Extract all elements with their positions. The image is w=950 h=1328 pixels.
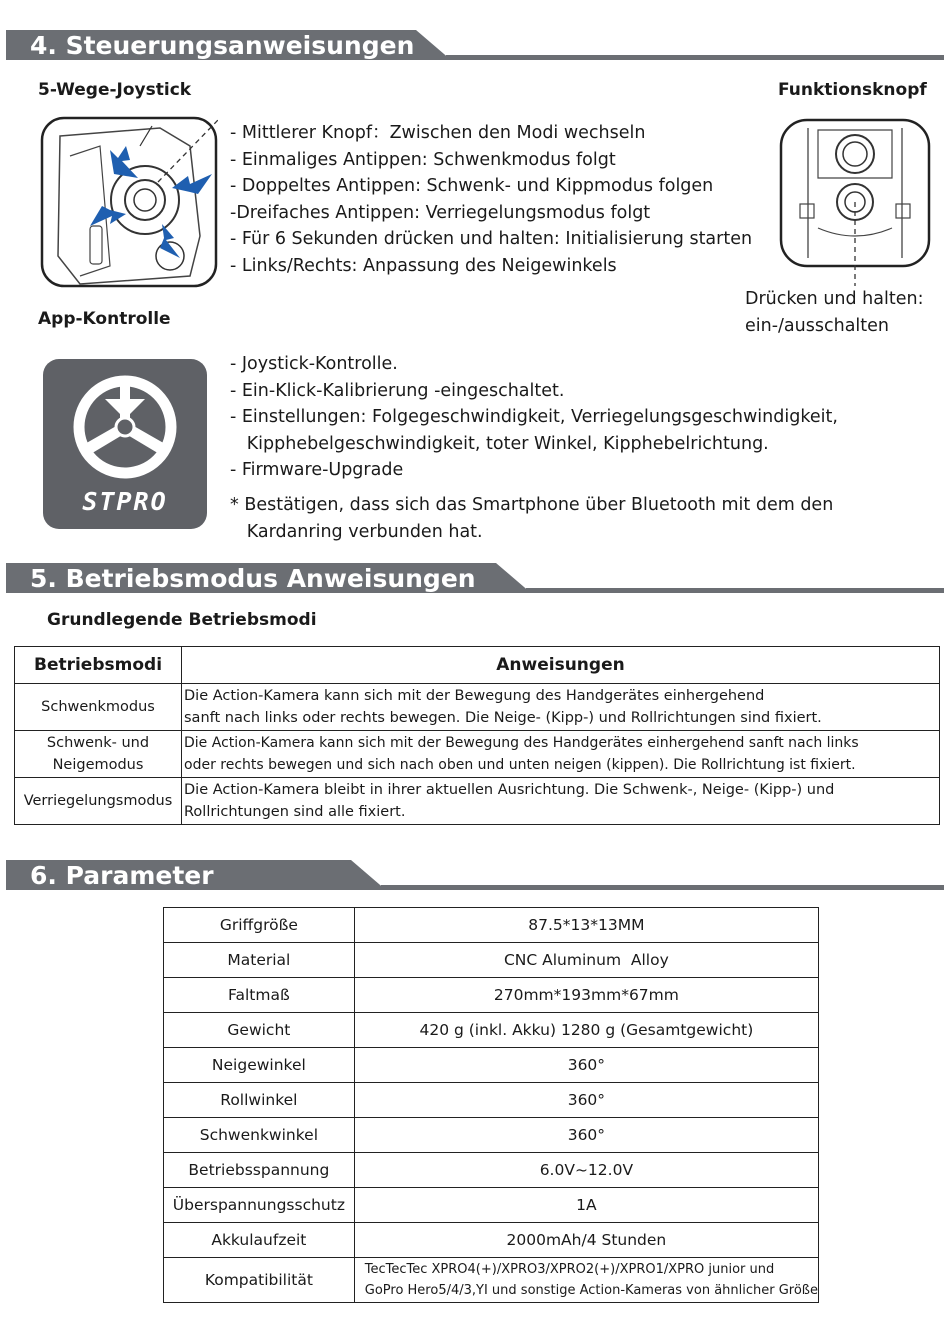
param-key: Kompatibilität (164, 1258, 355, 1303)
description-cell (182, 778, 940, 825)
joystick-line: - Mittlerer Knopf：Zwischen den Modi wechseln (230, 123, 646, 143)
table-row (164, 1188, 819, 1223)
app-line: - Firmware-Upgrade (230, 460, 404, 481)
param-key: Gewicht (164, 1013, 355, 1048)
param-value: 270mm*193mm*67mm (354, 978, 818, 1013)
app-line: - Joystick-Kontrolle. (230, 354, 398, 374)
joystick-line: - Einmaliges Antippen: Schwenkmodus folgt (230, 149, 616, 170)
column-header-mode: Betriebsmodi (15, 647, 182, 684)
compat-line: GoPro Hero5/4/3,YI und sonstige Action-Kameras von ähnlicher Größe (364, 1283, 818, 1298)
param-key: Akkulaufzeit (164, 1223, 355, 1258)
param-value: 2000mAh/4 Stunden (354, 1223, 818, 1258)
section-header-params (6, 860, 944, 890)
modes-subheading: Grundlegende Betriebsmodi (47, 610, 317, 630)
description-line: Die Action-Kamera kann sich mit der Bewegung des Handgerätes einhergehend (184, 688, 765, 704)
param-value: CNC Aluminum Alloy (354, 943, 818, 978)
param-key: Schwenkwinkel (164, 1118, 355, 1153)
table-row (15, 778, 940, 825)
mode-cell (15, 778, 182, 825)
table-row (164, 1118, 819, 1153)
description-line: Die Action-Kamera bleibt in ihrer aktuellen Ausrichtung. Die Schwenk-, Neige- (Kipp-) und (184, 782, 835, 798)
mode-name: Schwenkmodus (41, 699, 155, 715)
table-row (15, 684, 940, 731)
joystick-instructions (230, 120, 752, 280)
param-key: Betriebsspannung (164, 1153, 355, 1188)
param-key: Überspannungsschutz (164, 1188, 355, 1223)
table-row (15, 731, 940, 778)
app-heading: App-Kontrolle (38, 309, 171, 329)
modes-table (14, 646, 940, 825)
param-value: 420 g (inkl. Akku) 1280 g (Gesamtgewicht) (354, 1013, 818, 1048)
param-value: 360° (354, 1048, 818, 1083)
param-key: Rollwinkel (164, 1083, 355, 1118)
mode-name: Verriegelungsmodus (23, 793, 173, 809)
app-logo (43, 359, 207, 529)
mode-cell (15, 731, 182, 778)
param-value: 1A (354, 1188, 818, 1223)
app-instructions (230, 351, 838, 484)
caption-line: Drücken und halten: (745, 289, 924, 309)
section-header-control (6, 30, 944, 60)
param-value: 360° (354, 1118, 818, 1153)
table-row (164, 1083, 819, 1118)
joystick-illustration (40, 116, 218, 288)
joystick-line: - Für 6 Sekunden drücken und halten: Initialisierung starten (230, 229, 753, 250)
section-title: 5. Betriebsmodus Anweisungen (30, 564, 476, 593)
description-line: Rollrichtungen sind alle fixiert. (184, 804, 406, 820)
header-rule (446, 55, 944, 60)
param-value: 6.0V~12.0V (354, 1153, 818, 1188)
table-row (164, 1258, 819, 1303)
table-row (164, 1153, 819, 1188)
table-header-row (15, 647, 940, 684)
param-key: Faltmaß (164, 978, 355, 1013)
joystick-line: - Doppeltes Antippen: Schwenk- und Kippmodus folgen (230, 176, 714, 197)
description-cell (182, 684, 940, 731)
section-title: 4. Steuerungsanweisungen (30, 31, 415, 60)
mode-name: Schwenk- und (46, 735, 150, 751)
section-title: 6. Parameter (30, 861, 214, 890)
table-row (164, 1223, 819, 1258)
app-line: - Ein-Klick-Kalibrierung -eingeschaltet. (230, 380, 565, 401)
param-value: 87.5*13*13MM (354, 908, 818, 943)
param-value-compatibility (354, 1258, 818, 1303)
joystick-heading: 5-Wege-Joystick (38, 80, 192, 100)
app-note-line: * Bestätigen, dass sich das Smartphone über Bluetooth mit dem den (230, 495, 834, 515)
description-cell (182, 731, 940, 778)
app-line: Kipphebelgeschwindigkeit, toter Winkel, Kipphebelrichtung. (230, 433, 769, 454)
joystick-line: -Dreifaches Antippen: Verriegelungsmodus folgt (230, 202, 651, 223)
param-key: Neigewinkel (164, 1048, 355, 1083)
header-rule (526, 588, 944, 593)
app-line: - Einstellungen: Folgegeschwindigkeit, Verriegelungsgeschwindigkeit, (230, 407, 838, 428)
app-note (230, 492, 833, 545)
function-button-illustration (778, 118, 932, 288)
description-line: oder rechts bewegen und sich nach oben und unten neigen (kippen). Die Rollrichtung ist fixiert. (184, 757, 856, 773)
table-row (164, 908, 819, 943)
table-row (164, 978, 819, 1013)
table-row (164, 1013, 819, 1048)
function-button-heading: Funktionsknopf (778, 80, 927, 100)
compat-line: TecTecTec XPRO4(+)/XPRO3/XPRO2(+)/XPRO1/XPRO junior und (364, 1262, 775, 1277)
parameter-table (163, 907, 819, 1303)
param-key: Griffgröße (164, 908, 355, 943)
joystick-line: - Links/Rechts: Anpassung des Neigewinkels (230, 255, 617, 276)
section-header-modes (6, 563, 944, 593)
table-row (164, 1048, 819, 1083)
param-key: Material (164, 943, 355, 978)
description-line: sanft nach links oder rechts bewegen. Die Neige- (Kipp-) und Rollrichtungen sind fixiert. (184, 710, 822, 726)
app-note-line: Kardanring verbunden hat. (230, 521, 483, 542)
app-logo-text: STPRO (82, 487, 168, 516)
mode-name: Neigemodus (52, 757, 144, 773)
function-button-caption (745, 286, 923, 339)
mode-cell (15, 684, 182, 731)
table-row (164, 943, 819, 978)
column-header-instructions: Anweisungen (182, 647, 940, 684)
header-rule (381, 885, 944, 890)
description-line: Die Action-Kamera kann sich mit der Bewegung des Handgerätes einhergehend sanft nach links (184, 735, 859, 751)
caption-line: ein-/ausschalten (745, 315, 889, 336)
param-value: 360° (354, 1083, 818, 1118)
